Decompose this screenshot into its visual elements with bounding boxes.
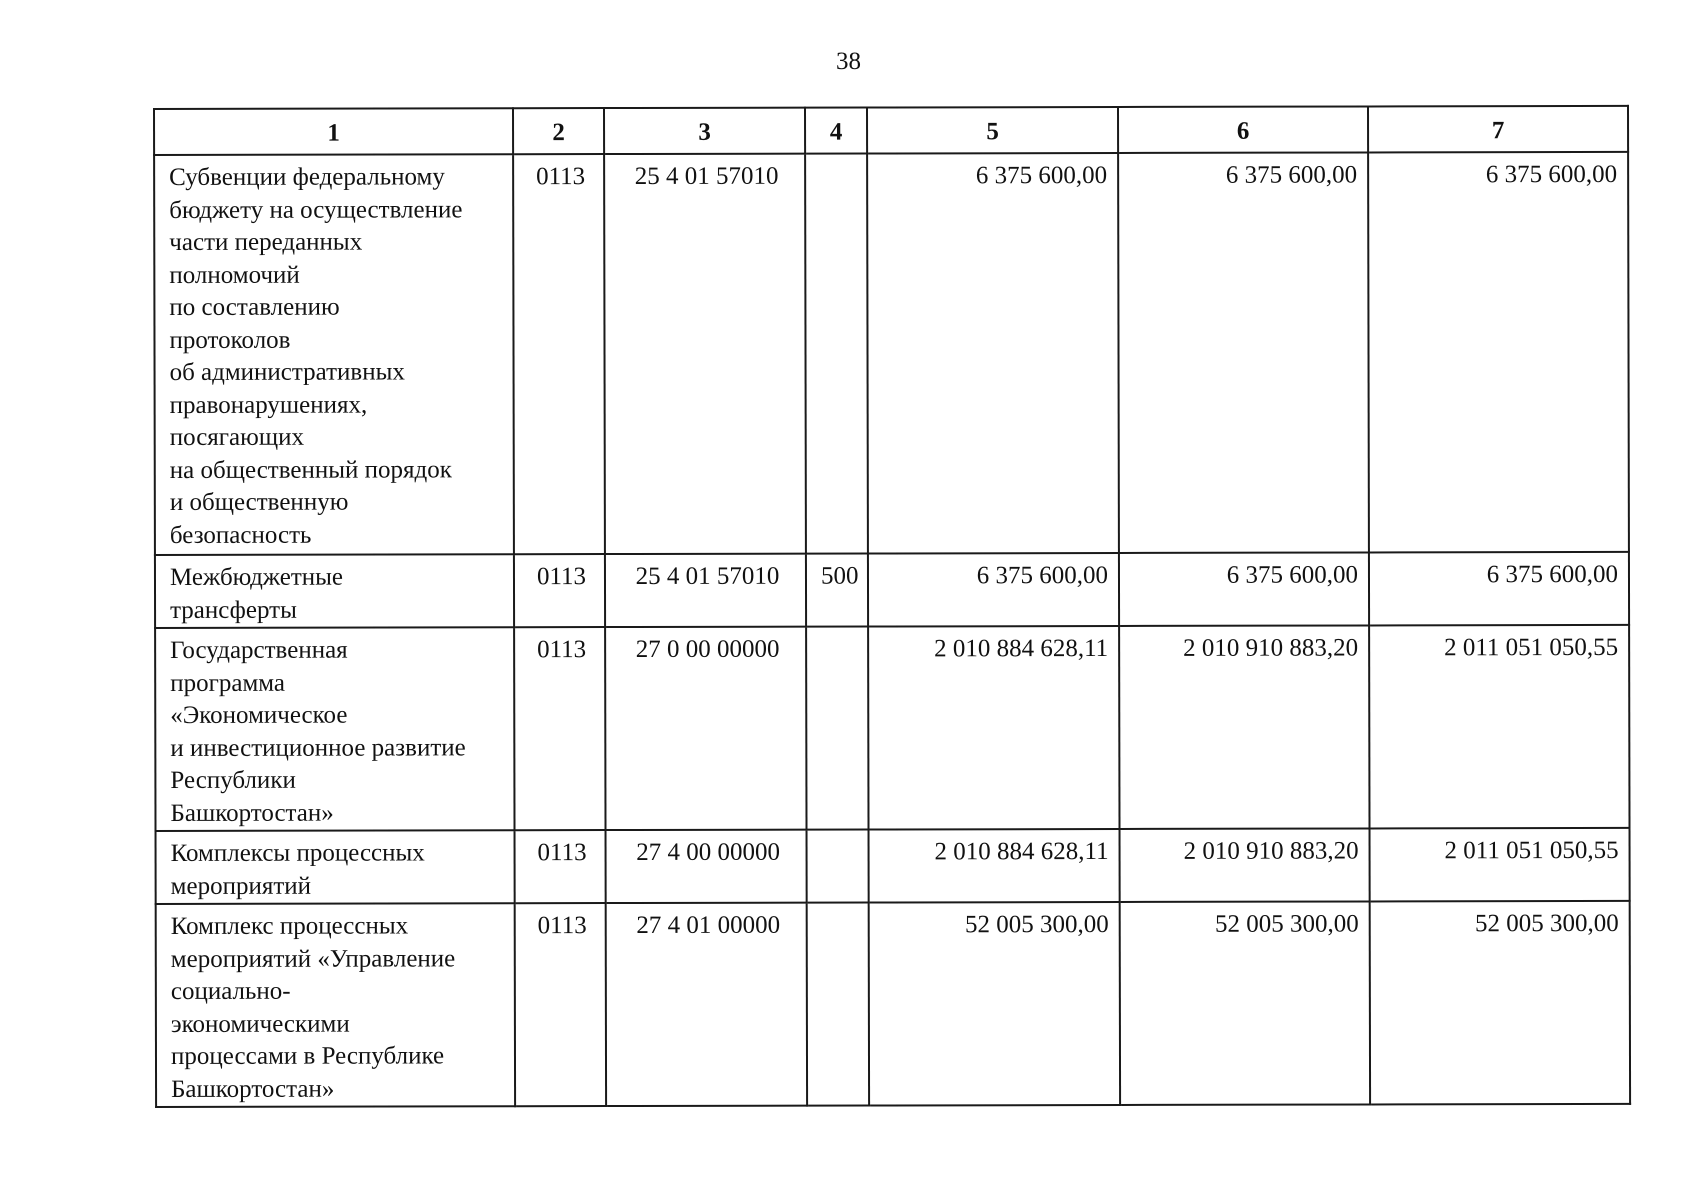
row-name-cell: Комплексы процессных мероприятий: [156, 830, 515, 904]
target-code-cell: 27 0 00 00000: [605, 627, 806, 830]
column-header-6: 6: [1118, 106, 1368, 153]
column-header-2: 2: [513, 108, 604, 154]
row-name-cell: Межбюджетные трансферты: [155, 554, 514, 628]
column-header-5: 5: [867, 107, 1118, 154]
table-row: [154, 152, 1629, 555]
target-code-cell: 27 4 00 00000: [606, 830, 807, 903]
column-header-7: 7: [1368, 106, 1628, 153]
row-name-cell: Субвенции федеральному бюджету на осуществление части переданных полномочий по составлению протоколов об административных правонарушениях, посягающих на общественный порядок и общественную безопасность: [154, 154, 514, 555]
row-name-cell: Комплекс процессных мероприятий «Управление социально- экономическими процессами в Республике Башкортостан»: [156, 903, 515, 1107]
table-row: [155, 552, 1629, 628]
expense-type-cell: [805, 154, 868, 554]
expense-type-cell: [806, 627, 868, 830]
target-code-cell: 25 4 01 57010: [604, 154, 806, 554]
expense-type-cell: [807, 903, 869, 1106]
target-code-cell: 27 4 01 00000: [606, 903, 807, 1106]
amount-col6-cell: 2 010 910 883,20: [1119, 625, 1369, 829]
amount-col7-cell: 52 005 300,00: [1370, 901, 1630, 1105]
row-name-cell: Государственная программа «Экономическое и инвестиционное развитие Республики Башкортостан»: [155, 627, 514, 831]
section-code-cell: 0113: [514, 627, 605, 830]
amount-col5-cell: 2 010 884 628,11: [869, 829, 1120, 903]
column-header-4: 4: [805, 108, 867, 154]
amount-col5-cell: 2 010 884 628,11: [868, 626, 1119, 830]
table-row: [156, 828, 1630, 904]
target-code-cell: 25 4 01 57010: [605, 554, 806, 627]
table-header-row: [154, 106, 1628, 155]
section-code-cell: 0113: [515, 903, 606, 1106]
table-row: [156, 901, 1630, 1107]
amount-col7-cell: 6 375 600,00: [1368, 152, 1629, 553]
amount-col6-cell: 2 010 910 883,20: [1120, 828, 1370, 902]
column-header-1: 1: [154, 108, 513, 155]
amount-col7-cell: 6 375 600,00: [1369, 552, 1629, 626]
amount-col6-cell: 6 375 600,00: [1118, 152, 1369, 553]
amount-col5-cell: 6 375 600,00: [867, 153, 1119, 554]
table-row: [155, 625, 1629, 831]
section-code-cell: 0113: [515, 830, 606, 903]
expense-type-cell: [807, 830, 869, 903]
section-code-cell: 0113: [513, 154, 605, 554]
page-number: 38: [836, 48, 861, 75]
amount-col5-cell: 52 005 300,00: [869, 902, 1120, 1106]
amount-col5-cell: 6 375 600,00: [868, 553, 1119, 627]
amount-col6-cell: 52 005 300,00: [1120, 901, 1370, 1105]
expense-type-cell: 500: [806, 554, 868, 627]
budget-table: [153, 105, 1631, 1108]
amount-col7-cell: 2 011 051 050,55: [1370, 828, 1630, 902]
column-header-3: 3: [604, 108, 805, 154]
section-code-cell: 0113: [514, 554, 605, 627]
amount-col6-cell: 6 375 600,00: [1119, 552, 1369, 626]
amount-col7-cell: 2 011 051 050,55: [1369, 625, 1629, 829]
